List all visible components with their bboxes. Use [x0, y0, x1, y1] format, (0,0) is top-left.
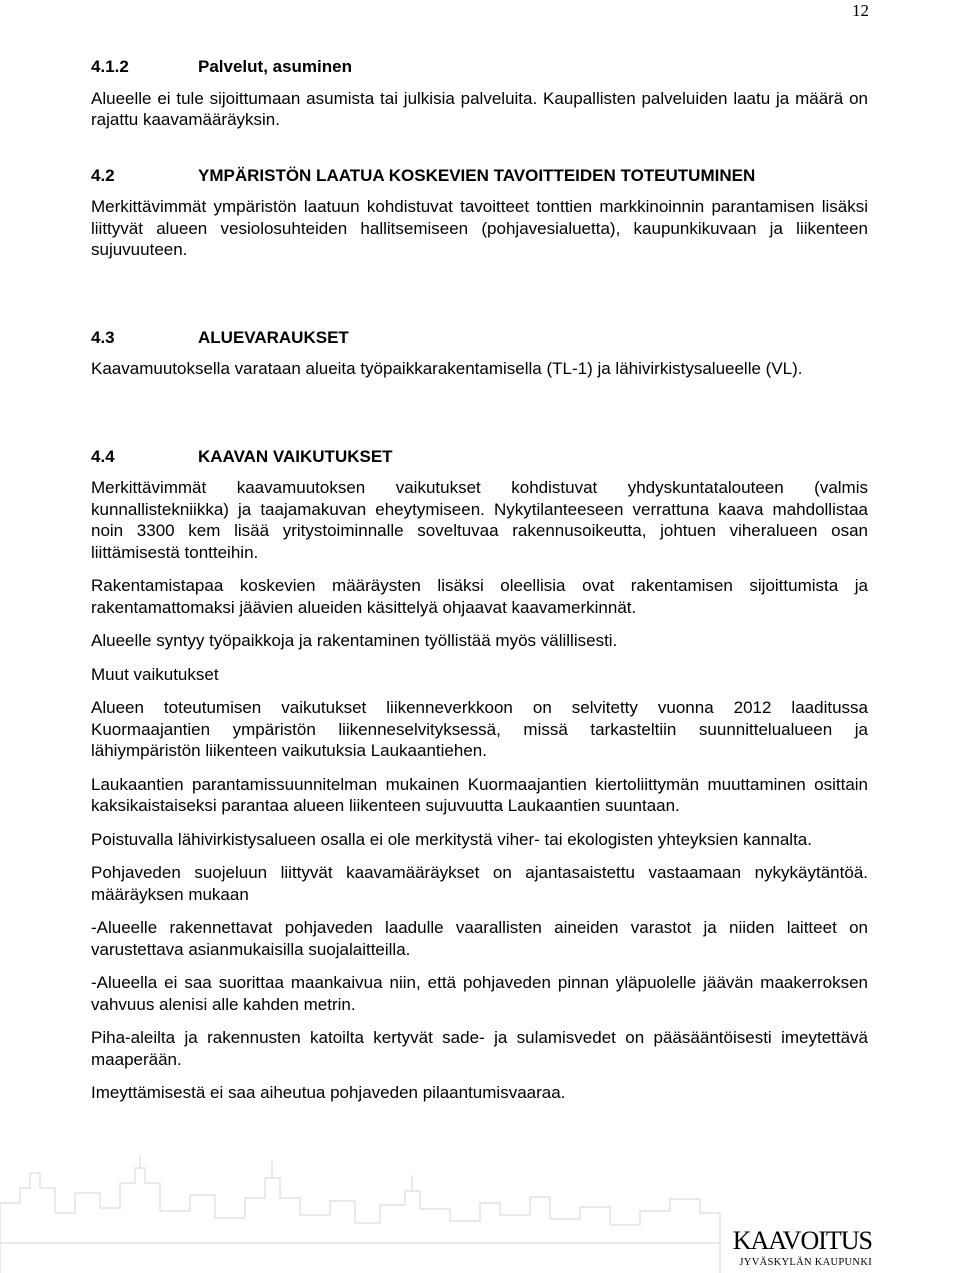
- section-title: YMPÄRISTÖN LAATUA KOSKEVIEN TAVOITTEIDEN TOTEUTUMINEN: [198, 165, 756, 185]
- page-number: 12: [852, 1, 869, 20]
- section-heading-4-3: [91, 327, 868, 349]
- logo-name: KAAVOITUS: [732, 1226, 872, 1255]
- list-item: -Alueella ei saa suorittaa maankaivua niin, että pohjaveden pinnan yläpuolelle jäävän maakerroksen vahvuus alenisi alle kahden metrin.: [91, 973, 868, 1014]
- paragraph: Merkittävimmät kaavamuutoksen vaikutukset kohdistuvat yhdyskuntatalouteen (valmis kunnallistekniikka) ja taajamakuvan eheytymiseen. Nykytilanteeseen verrattuna kaava mahdollistaa noin 3300 kem lisää yritystoiminnalle soveltuvaa rakennusoikeutta, johtuen viheralueen osan liittämisestä tontteihin.: [91, 478, 868, 562]
- paragraph: Rakentamistapaa koskevien määräysten lisäksi oleellisia ovat rakentamisen sijoittumista ja rakentamattomaksi jäävien alueiden käsittelyä ohjaavat kaavamerkinnät.: [91, 576, 868, 617]
- section-heading-4-4: [91, 446, 868, 468]
- kaavoitus-logo: [733, 1227, 872, 1268]
- logo-subtitle: JYVÄSKYLÄN KAUPUNKI: [739, 1257, 872, 1268]
- paragraph: Piha-aleilta ja rakennusten katoilta kertyvät sade- ja sulamisvedet on pääsääntöisesti imeytettävä maaperään.: [91, 1028, 868, 1069]
- section-heading-4-2: [91, 165, 868, 187]
- section-number: 4.3: [91, 327, 115, 347]
- section-title: ALUEVARAUKSET: [198, 327, 349, 347]
- list-item: -Alueelle rakennettavat pohjaveden laadulle vaarallisten aineiden varastot ja niiden laitteet on varustettava asianmukaisilla suojalaitteilla.: [91, 918, 868, 959]
- paragraph: Alueelle ei tule sijoittumaan asumista tai julkisia palveluita. Kaupallisten palveluiden laatu ja määrä on rajattu kaavamääräyksin.: [91, 88, 868, 129]
- section-title: KAAVAN VAIKUTUKSET: [198, 446, 393, 466]
- document-body: [91, 56, 868, 1104]
- section-heading-4-1-2: [91, 56, 868, 78]
- paragraph: Merkittävimmät ympäristön laatuun kohdistuvat tavoitteet tonttien markkinoinnin parantamisen lisäksi liittyvät alueen vesiolosuhteiden hallitsemiseen (pohjavesialuetta), kaupunkikuvaan ja liikenteen sujuvuuteen.: [91, 197, 868, 259]
- paragraph: Alueen toteutumisen vaikutukset liikenneverkkoon on selvitetty vuonna 2012 laaditussa Kuormaajantien ympäristön liikenneselvityksessä, missä tarkasteltiin suunnittelualueen ja lähiympäristön liikenteen vaikutuksia Laukaantiehen.: [91, 698, 868, 760]
- subheading-muut-vaikutukset: Muut vaikutukset: [91, 664, 219, 684]
- section-number: 4.1.2: [91, 57, 129, 76]
- paragraph: Pohjaveden suojeluun liittyvät kaavamääräykset on ajantasaistettu vastaamaan nykykäytäntöä. määräyksen mukaan: [91, 863, 868, 904]
- paragraph: Imeyttämisestä ei saa aiheutua pohjaveden pilaantumisvaaraa.: [91, 1083, 566, 1102]
- section-title: Palvelut, asuminen: [198, 57, 352, 76]
- paragraph: Laukaantien parantamissuunnitelman mukainen Kuormaajantien kiertoliittymän muuttaminen osittain kaksikaistaiseksi parantaa alueen liikenteen sujuvuutta Laukaantien suuntaan.: [91, 774, 868, 815]
- section-number: 4.4: [91, 446, 115, 466]
- section-number: 4.2: [91, 165, 115, 185]
- paragraph: Kaavamuutoksella varataan alueita työpaikkarakentamisella (TL-1) ja lähivirkistysalueelle (VL).: [91, 359, 803, 378]
- paragraph: Poistuvalla lähivirkistysalueen osalla ei ole merkitystä viher- tai ekologisten yhteyksien kannalta.: [91, 829, 812, 849]
- paragraph: Alueelle syntyy työpaikkoja ja rakentaminen työllistää myös välillisesti.: [91, 631, 618, 650]
